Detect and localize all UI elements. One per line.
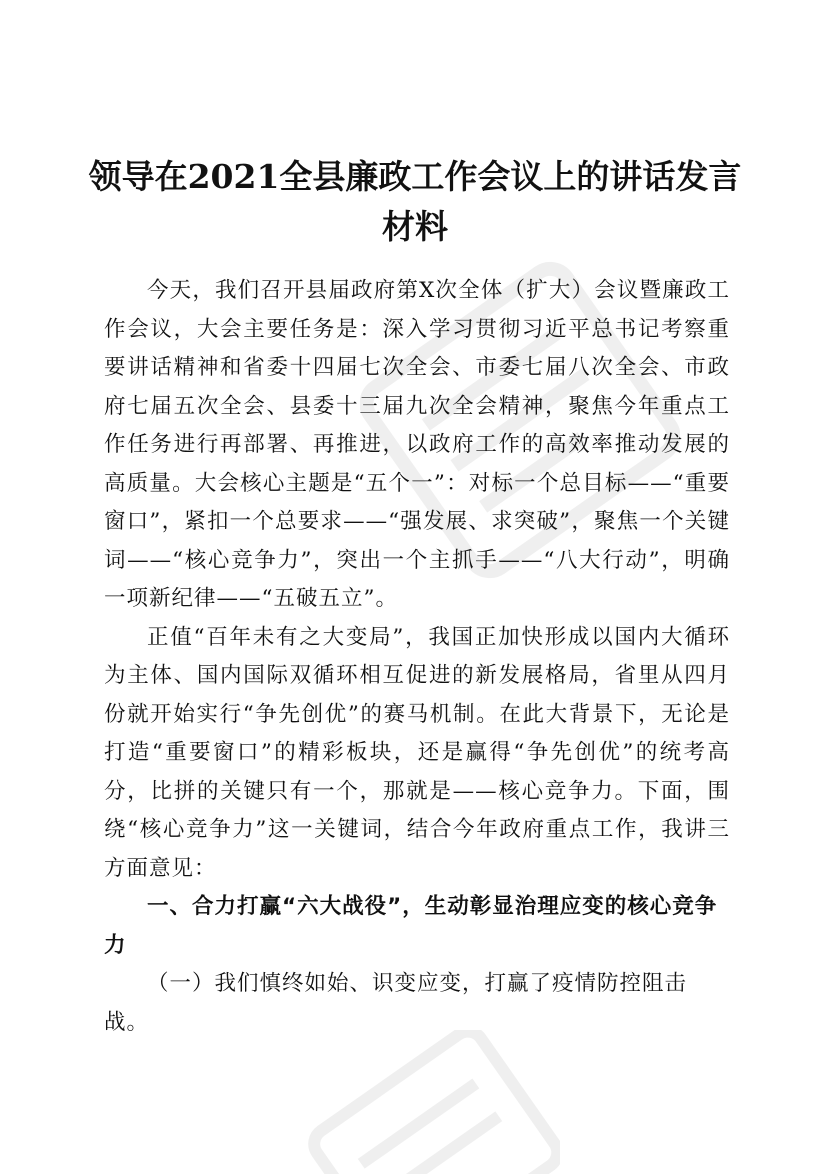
subsection-heading: （一）我们慎终如始、识变应变，打赢了疫情防控阻击战。	[104, 971, 688, 1035]
watermark-icon	[300, 1030, 560, 1174]
paragraph-intro: 今天，我们召开县届政府第Ⅹ次全体（扩大）会议暨廉政工作会议，大会主要任务是：深入学习贯彻习近平总书记考察重要讲话精神和省委十四届七次全会、市委七届八次全会、市政府七届五次全会、县委十三届九次全会精神，聚焦今年重点工作任务进行再部署、再推进，以政府工作的高效率推动发展的高质量。大会核心主题是“五个一”：对标一个总目标——“重要窗口”，紧扣一个总要求——“强发展、求突破”，聚焦一个关键词——“核心竞争力”，突出一个主抓手——“八大行动”，明确一项新纪律——“五破五立”。	[104, 278, 730, 611]
document-body	[104, 272, 730, 1042]
document-title: 领导在2021全县廉政工作会议上的讲话发言材料	[88, 157, 742, 246]
section-heading: 一、合力打赢“六大战役”，生动彰显治理应变的核心竞争力	[104, 894, 718, 958]
paragraph-context: 正值“百年未有之大变局”，我国正加快形成以国内大循环为主体、国内国际双循环相互促进的新发展格局，省里从四月份就开始实行“争先创优”的赛马机制。在此大背景下，无论是打造“重要窗口”的精彩板块，还是赢得“争先创优”的统考高分，比拼的关键只有一个，那就是——核心竞争力。下面，围绕“核心竞争力”这一关键词，结合今年政府重点工作，我讲三方面意见：	[104, 624, 730, 881]
